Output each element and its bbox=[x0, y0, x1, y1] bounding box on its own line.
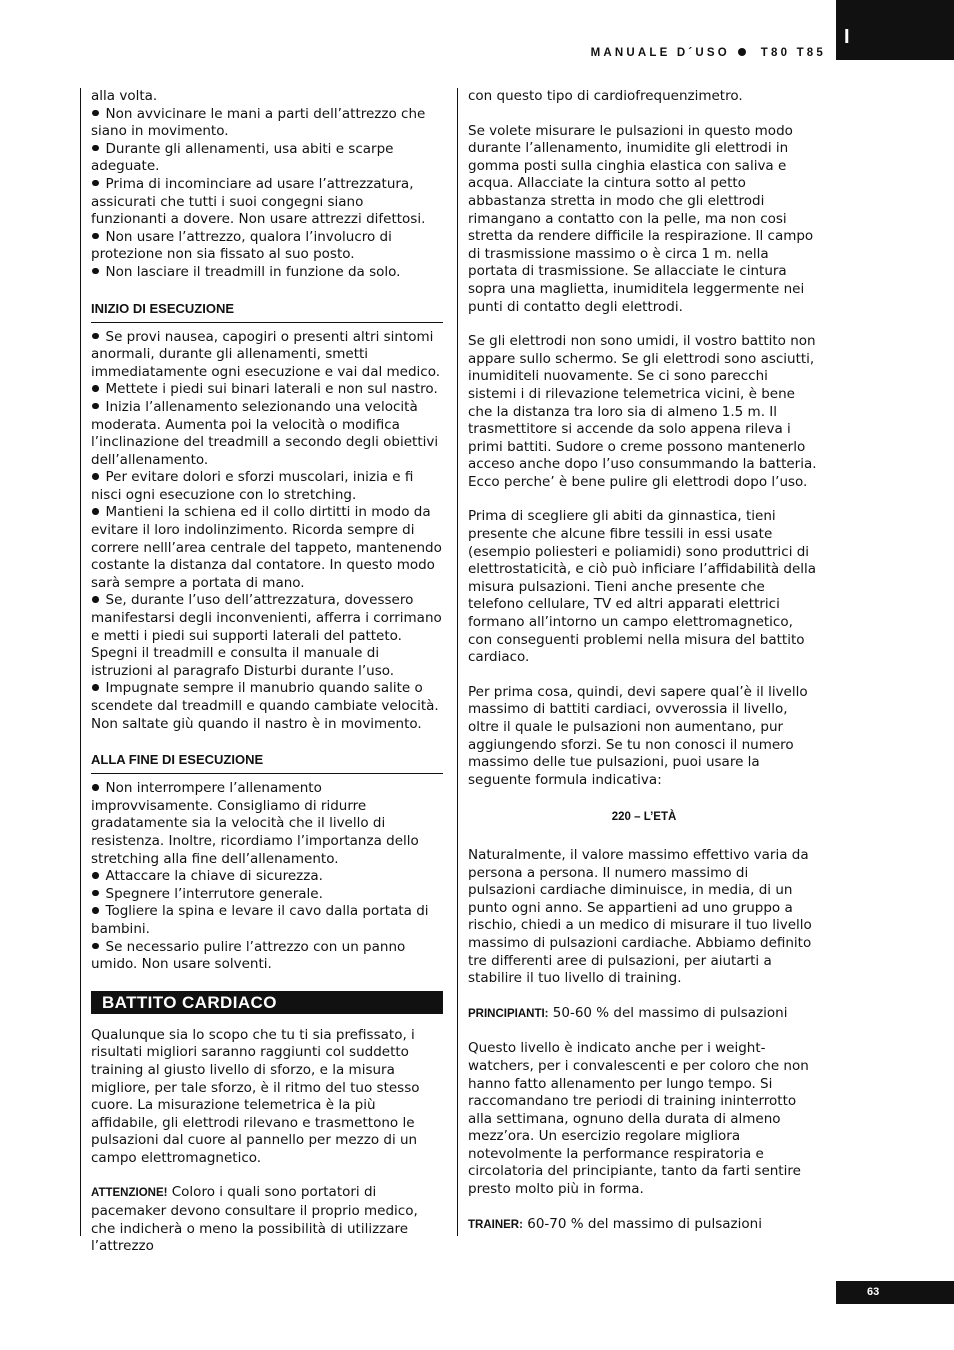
paragraph: Questo livello è indicato anche per i weight-watchers, per i convalescenti e per coloro che non hanno fatto allenamento per lungo tempo. Si raccomandano tre periodi di training ininterrotto alla settimana, ognuno della durata di almeno mezz’ora. Un esercizio regolare migliora notevolmente la performance respiratoria e circolatoria del principiante, tanto da farti sentire presto molto più in forma. bbox=[468, 1040, 809, 1198]
trainer-value: 60-70 % del massimo di pulsazioni bbox=[522, 1215, 762, 1232]
start-bullet-list bbox=[91, 329, 443, 734]
list-item: Spegnere l’interrutore generale. bbox=[91, 886, 443, 904]
max-heart-rate-formula: 220 – L’ETÀ bbox=[611, 811, 677, 824]
list-item: Inizia l’allenamento selezionando una velocità moderata. Aumenta poi la velocità o modifica l’inclinazione del treadmill a secondo degli obiettivi dell’allenamento. bbox=[91, 398, 439, 468]
page-number: 63 bbox=[836, 1281, 954, 1304]
bullet-icon bbox=[92, 473, 99, 480]
warning-label: ATTENZIONE! bbox=[91, 1187, 168, 1200]
bullet-icon bbox=[92, 784, 99, 791]
list-item: Se provi nausea, capogiri o presenti altri sintomi anormali, durante gli allenamenti, smetti immediatamente ogni esecuzione e vai dal medico. bbox=[91, 328, 441, 380]
bullet-icon bbox=[92, 943, 99, 950]
trainer-level bbox=[468, 1216, 820, 1235]
list-item: Mantieni la schiena ed il collo dirtitti in modo da evitare il loro indolinzimento. Ricorda sempre di correre nelll’area centrale del tappeto, mantenendo costante la distanza dal contatore. In questo modo sarà sempre a portata di mano. bbox=[91, 504, 442, 591]
header-model: T80 T85 bbox=[760, 47, 826, 59]
list-item: Prima di incominciare ad usare l’attrezzatura, assicurati che tutti i suoi congegni siano funzionanti a dovere. Non usare attrezzi difettosi. bbox=[91, 175, 426, 228]
list-item: Se, durante l’uso dell’attrezzatura, dovessero manifestarsi degli inconvenienti, afferra i corrimano e metti i piedi sui supporti laterali del patteto. Spegni il treadmill e consulta il manuale di istruzioni al paragrafo Disturbi durante l’uso. bbox=[91, 592, 442, 679]
list-item: Togliere la spina e levare il cavo dalla portata di bambini. bbox=[91, 903, 429, 937]
bullet-icon bbox=[92, 907, 99, 914]
left-column-rule bbox=[80, 88, 81, 1236]
beginners-level bbox=[468, 1005, 820, 1024]
list-item: Durante gli allenamenti, usa abiti e scarpe adeguate. bbox=[91, 140, 394, 175]
section-heading-end: ALLA FINE DI ESECUZIONE bbox=[91, 751, 443, 774]
paragraph: Naturalmente, il valore massimo effettivo varia da persona a persona. Il numero massimo di pulsazioni cardiache diminuisce, in media, di un punto ogni anno. Se appartieni ad uno gruppo a rischio, chiedi a un medico di misurare il tuo livello massimo di pulsazioni cardiache. Abbiamo definito tre differenti aree di pulsazioni, per aiutarti a stabilire il tuo livello di training. bbox=[468, 846, 812, 987]
bullet-icon bbox=[92, 684, 99, 691]
paragraph: Se gli elettrodi non sono umidi, il vostro battito non appare sullo schermo. Se gli elettrodi sono asciutti, inumiditeli nuovamente. Se ci sono parecchi sistemi i di rilevazione telemetrica vicini, è bene che la distanza tra loro sia di almeno 1.5 m. Il trasmettitore si accende da solo appena rileva i primi battiti. Sudore o creme possono mantenerlo acceso anche dopo l’uso consummando la batteria. Ecco perche’ è bene pulire gli elettrodi dopo l’uso. bbox=[468, 333, 817, 490]
center-column-rule bbox=[457, 88, 458, 1236]
bullet-icon bbox=[92, 385, 99, 392]
bullet-icon bbox=[92, 233, 99, 240]
bullet-icon bbox=[92, 145, 99, 152]
right-column bbox=[468, 88, 820, 1234]
list-item: Attaccare la chiave di sicurezza. bbox=[91, 868, 443, 886]
bullet-dot-icon bbox=[738, 48, 746, 56]
paragraph: con questo tipo di cardiofrequenzimetro. bbox=[468, 88, 743, 104]
manual-header bbox=[591, 47, 826, 59]
bullet-icon bbox=[92, 596, 99, 603]
list-item: Se necessario pulire l’attrezzo con un panno umido. Non usare solventi. bbox=[91, 938, 406, 973]
paragraph: Prima di scegliere gli abiti da ginnastica, tieni presente che alcune fibre tessili in essi usate (esempio poliesteri e poliamidi) sono produttrici di elettrostaticità, e ciò può inficiare l’affidabilità della misura pulsazioni. Tieni anche presente che telefono cellulare, TV ed altri apparati elettrici formano all’intorno un campo elettromagnetico, con conseguenti problemi nella misura del battito cardiaco. bbox=[468, 508, 817, 666]
bullet-icon bbox=[92, 508, 99, 515]
heart-rate-paragraph: Qualunque sia lo scopo che tu ti sia prefissato, i risultati migliori saranno raggiunti col suddetto training al giusto livello di sforzo, e la misura migliore, per tale sforzo, è il ritmo del tuo stesso cuore. La misurazione telemetrica è la più affidabile, gli elettrodi rilevano e trasmettono le pulsazioni dal cuore al pannello per mezzo di un campo elettromagnetico. bbox=[91, 1026, 420, 1166]
bullet-icon bbox=[92, 268, 99, 275]
list-item: Per evitare dolori e sforzi muscolari, inizia e fi nisci ogni esecuzione con lo stretching. bbox=[91, 469, 414, 503]
bullet-icon bbox=[92, 180, 99, 187]
intro-bullet-list bbox=[91, 106, 443, 282]
beginners-label: PRINCIPIANTI: bbox=[468, 1007, 549, 1020]
beginners-value: 50-60 % del massimo di pulsazioni bbox=[548, 1004, 788, 1021]
bullet-icon bbox=[92, 890, 99, 897]
list-item: Non avvicinare le mani a parti dell’attrezzo che siano in movimento. bbox=[91, 105, 426, 140]
list-item: Non lasciare il treadmill in funzione da solo. bbox=[91, 264, 443, 282]
list-item: Mettete i piedi sui binari laterali e non sul nastro. bbox=[91, 381, 443, 399]
warning-text: Coloro i quali sono portatori di pacemaker devono consultare il proprio medico, che indicherà o meno la possibilità di utilizzare l’attrezzo bbox=[91, 1184, 418, 1255]
end-bullet-list bbox=[91, 780, 443, 974]
section-heading-heart-rate: BATTITO CARDIACO bbox=[91, 991, 443, 1014]
section-heading-start: INIZIO DI ESECUZIONE bbox=[91, 300, 443, 323]
bullet-icon bbox=[92, 333, 99, 340]
paragraph: Se volete misurare le pulsazioni in questo modo durante l’allenamento, inumidite gli elettrodi in gomma posti sulla cinghia elastica con saliva e acqua. Allacciate la cintura sotto al petto abbastanza stretta in modo che gli elettrodi rimangano a contatto con la pelle, ma non cosi stretta da rendere difficile la respirazione. Il campo di trasmissione massimo o è circa 1 m. nella portata di trasmissione. Se allacciate le cintura sopra una maglietta, inumiditela leggermente nei punti di contatto degli elettrodi. bbox=[468, 122, 814, 315]
warning-paragraph bbox=[91, 1184, 443, 1255]
list-item: Non interrompere l’allenamento improvvisamente. Consigliamo di ridurre gradatamente sia la velocità che il livello di resistenza. Inoltre, ricordiamo l’importanza dello stretching alla fine dell’allenamento. bbox=[91, 780, 419, 867]
list-item: Impugnate sempre il manubrio quando salite o scendete dal treadmill e quando cambiate velocità. Non saltate giù quando il nastro è in movimento. bbox=[91, 680, 439, 732]
bullet-icon bbox=[92, 110, 99, 117]
header-title: MANUALE D´USO bbox=[590, 47, 730, 59]
bullet-icon bbox=[92, 872, 99, 879]
section-tab bbox=[836, 0, 954, 60]
list-item: Non usare l’attrezzo, qualora l’involucro di protezione non sia fissato al suo posto. bbox=[91, 228, 392, 263]
bullet-icon bbox=[92, 403, 99, 410]
left-column bbox=[91, 88, 443, 1256]
paragraph: Per prima cosa, quindi, devi sapere qual’è il livello massimo di battiti cardiaci, ovverossia il livello, oltre il quale le pulsazioni non aumentano, pur aggiungendo sforzi. Se tu non conosci il numero massimo delle tue pulsazioni, puoi usare la seguente formula indicativa: bbox=[468, 683, 808, 788]
intro-text: alla volta. bbox=[91, 88, 158, 104]
trainer-label: TRAINER: bbox=[468, 1218, 523, 1231]
section-tab-label: I bbox=[844, 26, 850, 48]
